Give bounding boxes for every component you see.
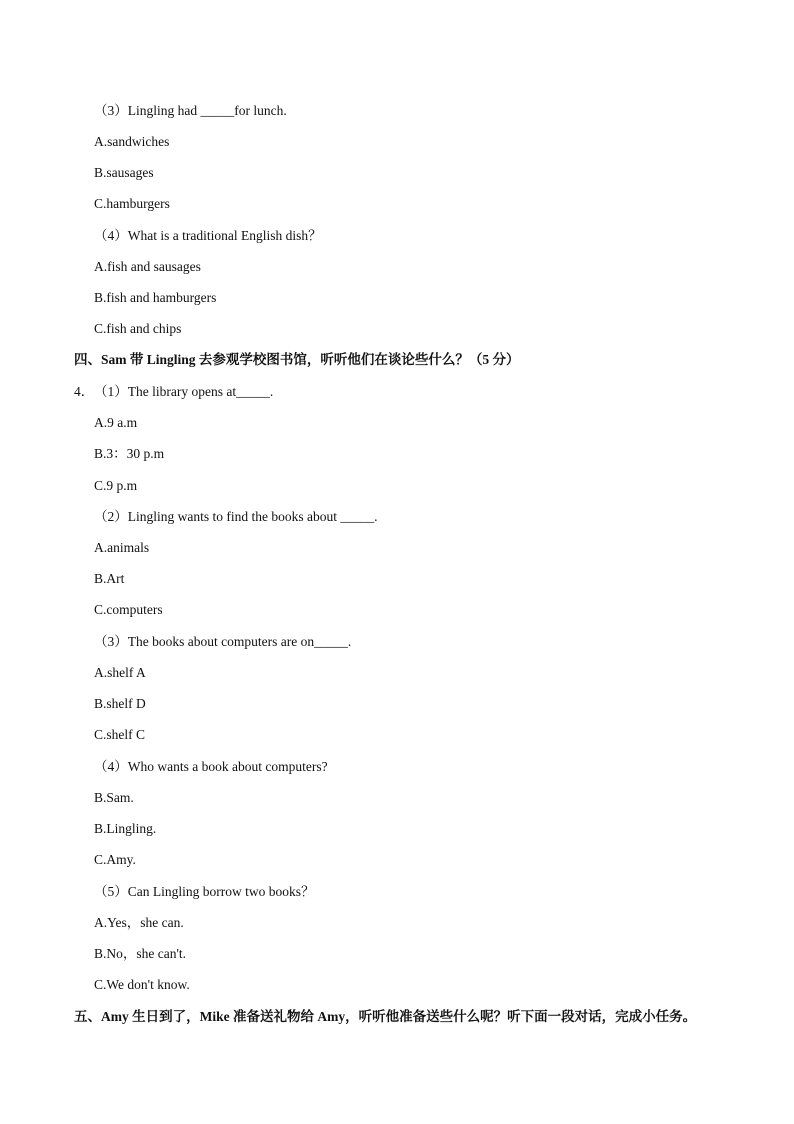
option-c: C.computers [94, 602, 163, 617]
option-a: A.fish and sausages [94, 259, 201, 274]
option-b: B.fish and hamburgers [94, 290, 217, 305]
option-c: C.We don't know. [94, 977, 190, 992]
option-a: A.animals [94, 540, 150, 555]
option-c: C.shelf C [94, 727, 146, 742]
option-b: B.Sam. [94, 790, 134, 805]
option-a: A.shelf A [94, 665, 146, 680]
option-b: B.shelf D [94, 696, 146, 711]
question-4-4-stem: （4）Who wants a book about computers? [94, 759, 328, 774]
option-a: A.Yes，she can. [94, 915, 184, 930]
option-c: C.hamburgers [94, 196, 170, 211]
option-a: A.sandwiches [94, 134, 170, 149]
option-b: B.3：30 p.m [94, 446, 165, 461]
question-4-5-stem: （5）Can Lingling borrow two books？ [94, 884, 315, 899]
option-b: B.No，she can't. [94, 946, 187, 961]
question-number: 4． [74, 384, 95, 399]
question-4-2-stem: （2）Lingling wants to find the books about _____. [94, 509, 378, 524]
option-c: C.9 p.m [94, 478, 138, 493]
option-c: C.Amy. [94, 852, 136, 867]
option-b: B.Art [94, 571, 125, 586]
option-a: A.9 a.m [94, 415, 138, 430]
option-c: C.fish and chips [94, 321, 182, 336]
question-3-4-stem: （4）What is a traditional English dish？ [94, 228, 322, 243]
option-b: B.Lingling. [94, 821, 157, 836]
section-4-heading: 四、Sam 带 Lingling 去参观学校图书馆，听听他们在谈论些什么？（5 分） [74, 352, 520, 367]
question-3-3-stem: （3）Lingling had _____for lunch. [94, 103, 287, 118]
question-4-1-stem: （1）The library opens at_____. [94, 384, 274, 399]
question-4-3-stem: （3）The books about computers are on_____. [94, 634, 352, 649]
option-b: B.sausages [94, 165, 154, 180]
section-5-heading: 五、Amy 生日到了，Mike 准备送礼物给 Amy，听听他准备送些什么呢？听下面一段对话，完成小任务。 [74, 1009, 697, 1024]
